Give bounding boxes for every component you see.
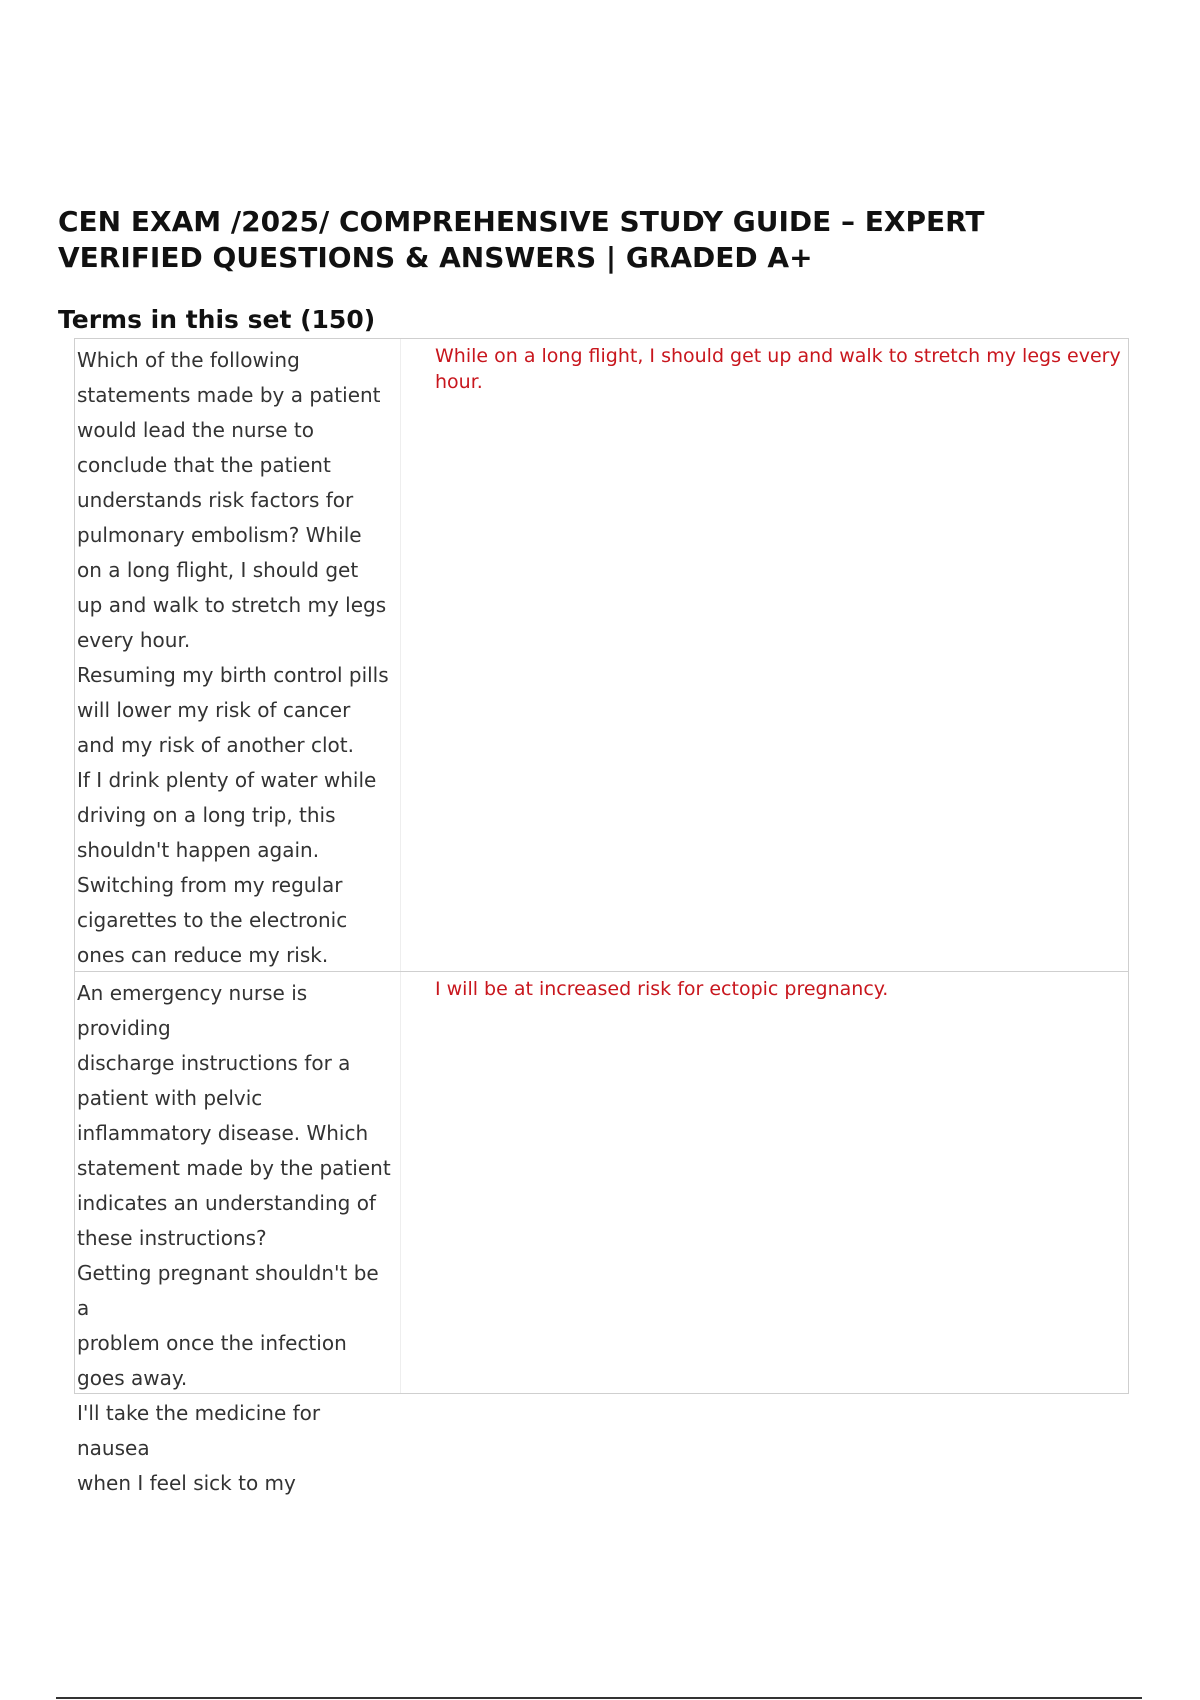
question-line: cigarettes to the electronic [77, 908, 348, 932]
term-question [75, 339, 401, 971]
footer-divider [56, 1697, 1142, 1699]
terms-set-heading: Terms in this set (150) [58, 305, 376, 334]
question-line: conclude that the patient [77, 453, 331, 477]
question-line: would lead the nurse to [77, 418, 314, 442]
question-line: and my risk of another clot. [77, 733, 354, 757]
question-line: discharge instructions for a [77, 1051, 351, 1075]
question-line: driving on a long trip, this [77, 803, 336, 827]
page-title [58, 204, 1148, 276]
question-line: ones can reduce my risk. [77, 943, 329, 967]
question-line: Switching from my regular [77, 873, 343, 897]
question-line: I'll take the medicine for nausea [77, 1401, 321, 1460]
question-line: on a long flight, I should get [77, 558, 359, 582]
question-line: indicates an understanding of [77, 1191, 376, 1215]
question-line: If I drink plenty of water while [77, 768, 377, 792]
question-line: patient with pelvic [77, 1086, 263, 1110]
term-answer: I will be at increased risk for ectopic pregnancy. [435, 978, 889, 1000]
question-line: statements made by a patient [77, 383, 381, 407]
term-row [75, 972, 1128, 1495]
question-line: every hour. [77, 628, 191, 652]
question-line: goes away. [77, 1366, 188, 1390]
question-line: An emergency nurse is providing [77, 981, 308, 1040]
question-line: Which of the following [77, 348, 300, 372]
question-line: problem once the infection [77, 1331, 347, 1355]
question-line: statement made by the patient [77, 1156, 391, 1180]
term-question [75, 972, 401, 1495]
term-answer: While on a long flight, I should get up and walk to stretch my legs every hour. [435, 345, 1121, 393]
question-line: when I feel sick to my [77, 1471, 296, 1495]
question-line: Getting pregnant shouldn't be a [77, 1261, 379, 1320]
question-line: understands risk factors for [77, 488, 354, 512]
page-title-line-2: VERIFIED QUESTIONS & ANSWERS | GRADED A+ [58, 241, 813, 274]
question-line: shouldn't happen again. [77, 838, 320, 862]
question-line: inflammatory disease. Which [77, 1121, 369, 1145]
question-line: Resuming my birth control pills [77, 663, 389, 687]
question-line: these instructions? [77, 1226, 267, 1250]
question-line: up and walk to stretch my legs [77, 593, 387, 617]
question-line: will lower my risk of cancer [77, 698, 351, 722]
terms-table [74, 338, 1129, 1495]
page-title-line-1: CEN EXAM /2025/ COMPREHENSIVE STUDY GUIDE – EXPERT [58, 205, 985, 238]
term-row [75, 339, 1128, 972]
question-line: pulmonary embolism? While [77, 523, 362, 547]
